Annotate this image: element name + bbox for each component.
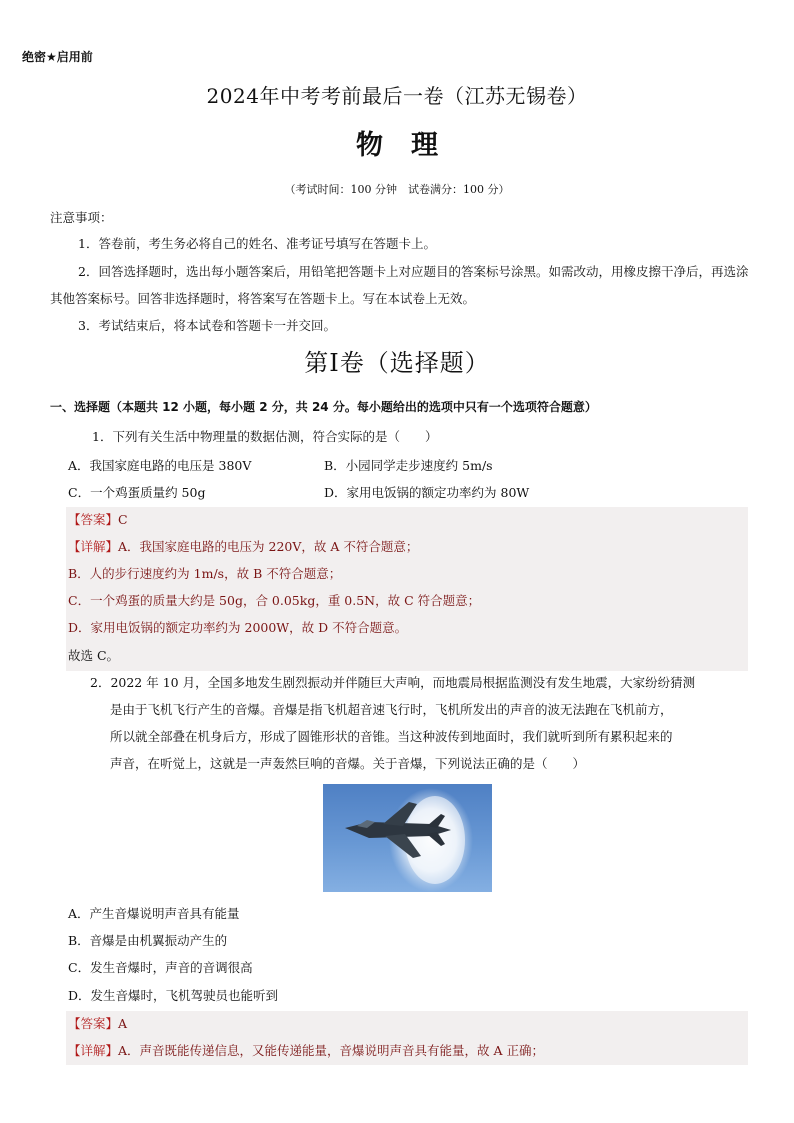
question-2-option-b: B．音爆是由机翼振动产生的: [68, 933, 228, 948]
question-1-answer: [68, 510, 128, 528]
question-2-line-4: 声音，在听觉上，这就是一声轰然巨响的音爆。关于音爆，下列说法正确的是（ ）: [110, 756, 586, 771]
part-title: 第Ⅰ卷（选择题）: [304, 349, 490, 377]
answer-tag: 【答案】: [68, 1016, 119, 1031]
question-1-conclusion: 故选 C。: [68, 648, 120, 663]
detail-tag: 【详解】: [68, 539, 119, 554]
answer-tag: 【答案】: [68, 512, 119, 527]
detail-tag: 【详解】: [68, 1043, 119, 1058]
answer-value: A: [118, 1016, 128, 1031]
question-1-option-a: A．我国家庭电路的电压是 380V: [68, 458, 252, 473]
question-1-detail-c: C．一个鸡蛋的质量大约是 50g，合 0.05kg，重 0.5N，故 C 符合题意；: [68, 593, 481, 608]
question-1-option-d: D．家用电饭锅的额定功率约为 80W: [324, 485, 530, 500]
detail-text: A．我国家庭电路的电压为 220V，故 A 不符合题意；: [118, 539, 419, 554]
exam-info: （考试时间：100 分钟 试卷满分：100 分）: [284, 183, 510, 196]
question-2-stem: [68, 669, 750, 777]
notice-item-1: 1．答卷前，考生务必将自己的姓名、准考证号填写在答题卡上。: [78, 236, 436, 251]
question-2-option-c: C．发生音爆时，声音的音调很高: [68, 960, 253, 975]
question-2-option-a: A．产生音爆说明声音具有能量: [68, 906, 240, 921]
question-2-number: 2．: [90, 675, 111, 690]
question-1-detail-d: D．家用电饭锅的额定功率约为 2000W，故 D 不符合题意。: [68, 620, 408, 635]
question-2-line-2: 是由于飞机飞行产生的音爆。音爆是指飞机超音速飞行时，飞机所发出的声音的波无法跑在飞机前方，: [110, 702, 673, 717]
question-2-answer: [68, 1014, 127, 1032]
question-1-detail-b: B．人的步行速度约为 1m/s，故 B 不符合题意；: [68, 566, 342, 581]
question-1-option-b: B．小园同学走步速度约 5m/s: [324, 458, 493, 473]
question-2-line-1: 2022 年 10 月，全国多地发生剧烈振动并伴随巨大声响，而地震局根据监测没有发生地震，大家纷纷猜测: [110, 675, 696, 690]
question-1-answer-box: [66, 507, 748, 671]
notice-item-3: 3．考试结束后，将本试卷和答题卡一并交回。: [78, 318, 336, 333]
jet-illustration: [323, 784, 492, 892]
question-1-detail-a: [68, 537, 418, 555]
question-2-option-d: D．发生音爆时，飞机驾驶员也能听到: [68, 988, 279, 1003]
question-2-line-3: 所以就全部叠在机身后方，形成了圆锥形状的音锥。当这种波传到地面时，我们就听到所有累积起来的: [110, 729, 673, 744]
notice-item-2: 2．回答选择题时，选出每小题答案后，用铅笔把答题卡上对应题目的答案标号涂黑。如需改动，用橡皮擦干净后，再选涂其他答案标号。回答非选择题时，将答案写在答题卡上。写在本试卷上无效。: [50, 264, 749, 306]
detail-text: A．声音既能传递信息，又能传递能量，音爆说明声音具有能量，故 A 正确；: [118, 1043, 545, 1058]
jet-sonic-boom-image: [323, 784, 492, 892]
subject-title: 物理: [356, 130, 466, 161]
answer-value: C: [118, 512, 128, 527]
question-1-stem: 1．下列有关生活中物理量的数据估测，符合实际的是（ ）: [92, 429, 438, 444]
question-2-detail: [68, 1041, 544, 1059]
exam-title: 2024年中考考前最后一卷（江苏无锡卷）: [206, 84, 588, 108]
notice-heading: 注意事项：: [50, 210, 113, 225]
secret-label: 绝密★启用前: [22, 50, 93, 64]
question-1-option-c: C．一个鸡蛋质量约 50g: [68, 485, 206, 500]
section-heading: 一、选择题（本题共 12 小题，每小题 2 分，共 24 分。每小题给出的选项中只有一个选项符合题意）: [50, 400, 597, 414]
